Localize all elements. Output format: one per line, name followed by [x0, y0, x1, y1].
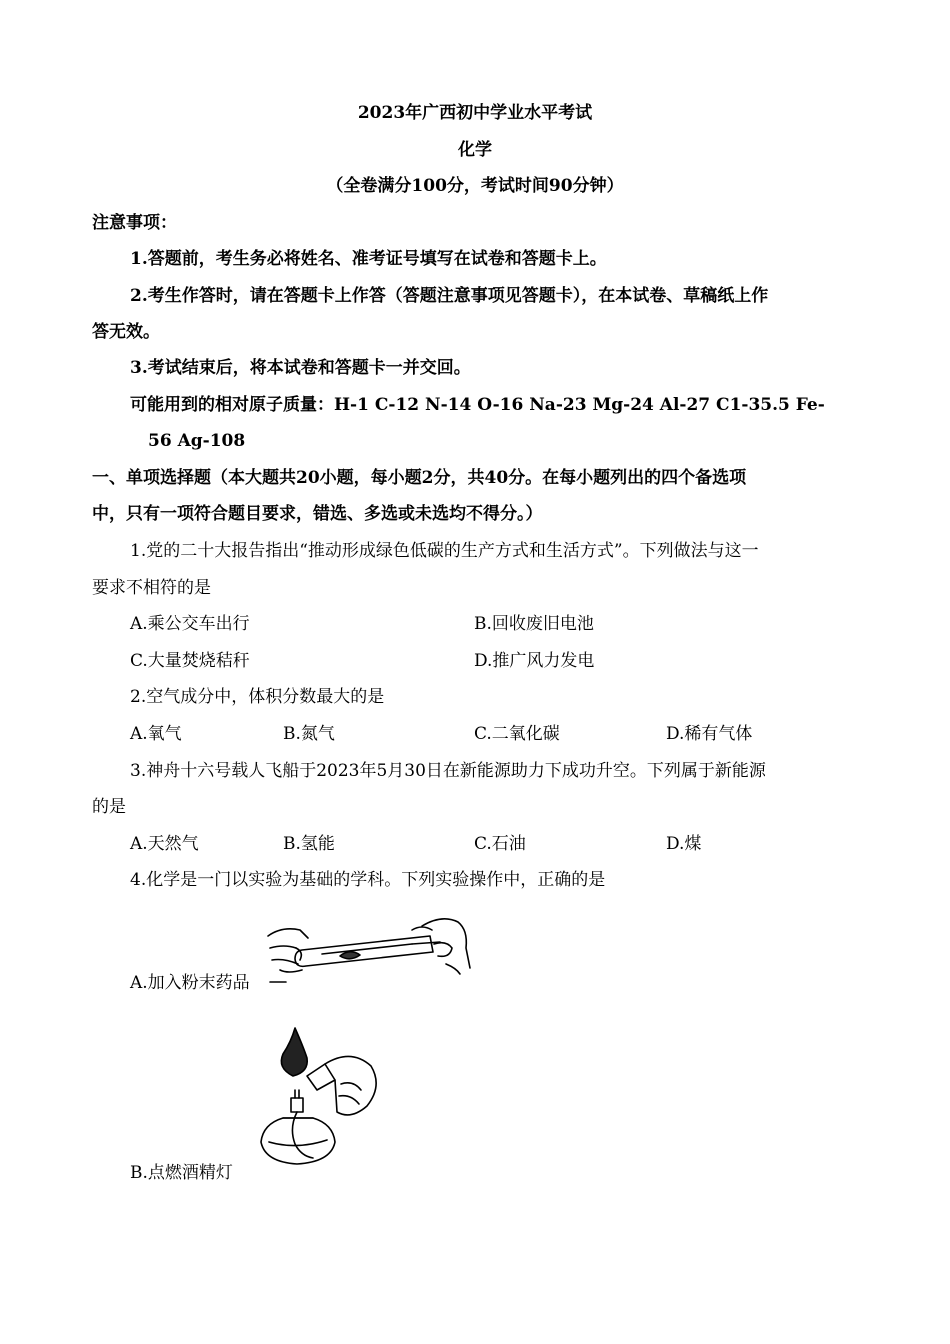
- notice-item-1: 1.答题前，考生务必将姓名、准考证号填写在试卷和答题卡上。: [130, 249, 607, 269]
- q1-option-c: C.大量焚烧秸秆: [130, 651, 250, 671]
- q2-stem: 2.空气成分中，体积分数最大的是: [130, 687, 385, 707]
- notice-item-2-line-1: 2.考生作答时，请在答题卡上作答（答题注意事项见答题卡），在本试卷、草稿纸上作: [130, 286, 769, 306]
- notice-item-2-line-2: 答无效。: [92, 322, 160, 342]
- q3-option-c: C.石油: [474, 834, 526, 854]
- q2-option-a: A.氧气: [130, 724, 182, 744]
- exam-info: （全卷满分100分，考试时间90分钟）: [326, 176, 624, 196]
- exam-subject: 化学: [458, 140, 492, 160]
- q3-option-a: A.天然气: [130, 834, 199, 854]
- q3-stem-line-1: 3.神舟十六号载人飞船于2023年5月30日在新能源助力下成功升空。下列属于新能源: [130, 761, 766, 781]
- atomic-mass-line-2: 56 Ag-108: [148, 431, 246, 451]
- q1-option-a: A.乘公交车出行: [130, 614, 250, 634]
- q2-option-c: C.二氧化碳: [474, 724, 560, 744]
- q3-stem-line-2: 的是: [92, 797, 126, 817]
- q3-option-b: B.氢能: [283, 834, 335, 854]
- section-1-heading-line-1: 一、单项选择题（本大题共20小题，每小题2分，共40分。在每小题列出的四个备选项: [92, 468, 747, 488]
- q2-option-b: B.氮气: [283, 724, 335, 744]
- q1-stem-line-2: 要求不相符的是: [92, 578, 211, 598]
- q1-option-d: D.推广风力发电: [474, 651, 595, 671]
- q4-stem: 4.化学是一门以实验为基础的学科。下列实验操作中，正确的是: [130, 870, 606, 890]
- q3-option-d: D.煤: [666, 834, 702, 854]
- atomic-mass-line-1: 可能用到的相对原子质量：H-1 C-12 N-14 O-16 Na-23 Mg-24 Al-27 C1-35.5 Fe-: [130, 395, 825, 415]
- q2-option-d: D.稀有气体: [666, 724, 753, 744]
- q1-stem-line-1: 1.党的二十大报告指出“推动形成绿色低碳的生产方式和生活方式”。下列做法与这一: [130, 541, 759, 561]
- q4-option-a: A.加入粉末药品: [130, 973, 250, 993]
- notice-item-3: 3.考试结束后，将本试卷和答题卡一并交回。: [130, 358, 471, 378]
- exam-title: 2023年广西初中学业水平考试: [357, 103, 593, 123]
- powder-adding-illustration: [262, 908, 474, 988]
- q4-option-b: B.点燃酒精灯: [130, 1163, 233, 1183]
- section-1-heading-line-2: 中，只有一项符合题目要求，错选、多选或未选均不得分。）: [92, 504, 543, 524]
- notice-heading: 注意事项：: [92, 213, 177, 233]
- q1-option-b: B.回收废旧电池: [474, 614, 594, 634]
- alcohol-lamp-illustration: [255, 1024, 385, 1166]
